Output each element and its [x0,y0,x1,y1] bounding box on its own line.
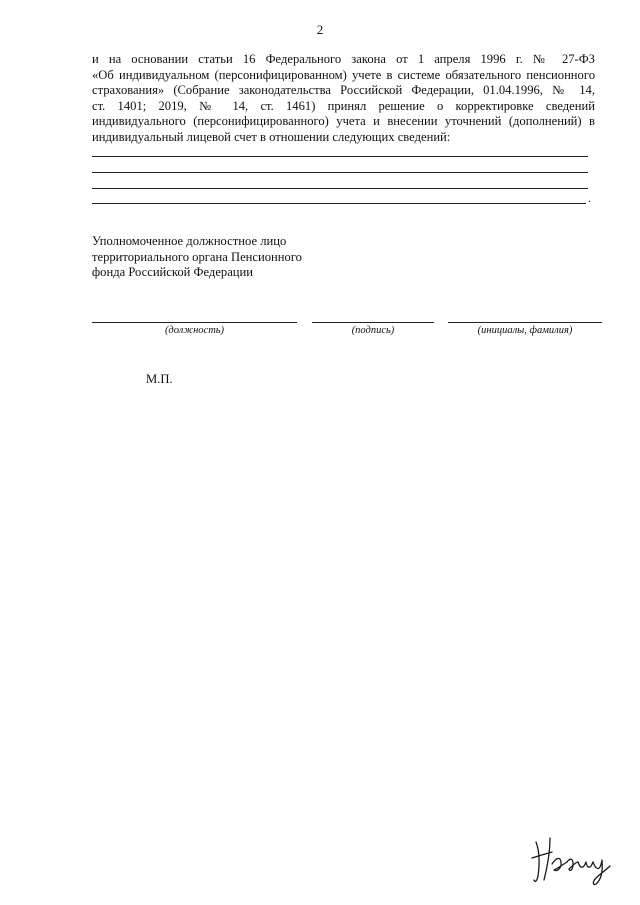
fill-in-line [92,203,586,204]
official-title-line: Уполномоченное должностное лицо [92,234,287,248]
official-title [92,234,302,281]
fill-in-line [92,172,588,173]
fill-in-line [92,156,588,157]
paragraph-line: страхования» (Собрание законодательства Российской Федерации, 01.04.1996, № 14, [92,83,595,98]
paragraph-line: индивидуальный лицевой счет в отношении следующих сведений: [92,129,451,144]
official-title-line: фонда Российской Федерации [92,265,254,280]
decision-paragraph [92,52,595,146]
fill-end-mark: . [588,191,591,205]
signature-caption: (подпись) [351,325,395,336]
position-line [92,322,297,323]
handwritten-initials [530,832,612,886]
official-title-line: территориального органа Пенсионного [92,249,302,264]
stamp-place: М.П. [146,372,173,386]
page-number: 2 [316,22,324,37]
paragraph-line: ст. 1401; 2019, № 14, ст. 1461) принял решение о корректировке сведений [92,98,595,113]
signature-line [312,322,434,323]
fill-in-line [92,188,588,189]
name-line [448,322,602,323]
name-caption: (инициалы, фамилия) [477,325,573,336]
position-caption: (должность) [164,325,225,336]
paragraph-line: индивидуального (персонифицированного) учета и внесении уточнений (дополнений) в [92,114,595,129]
paragraph-line: «Об индивидуальном (персонифицированном) учете в системе обязательного пенсионного [92,67,595,82]
paragraph-line: и на основании статьи 16 Федерального закона от 1 апреля 1996 г. № 27-ФЗ [92,52,595,66]
